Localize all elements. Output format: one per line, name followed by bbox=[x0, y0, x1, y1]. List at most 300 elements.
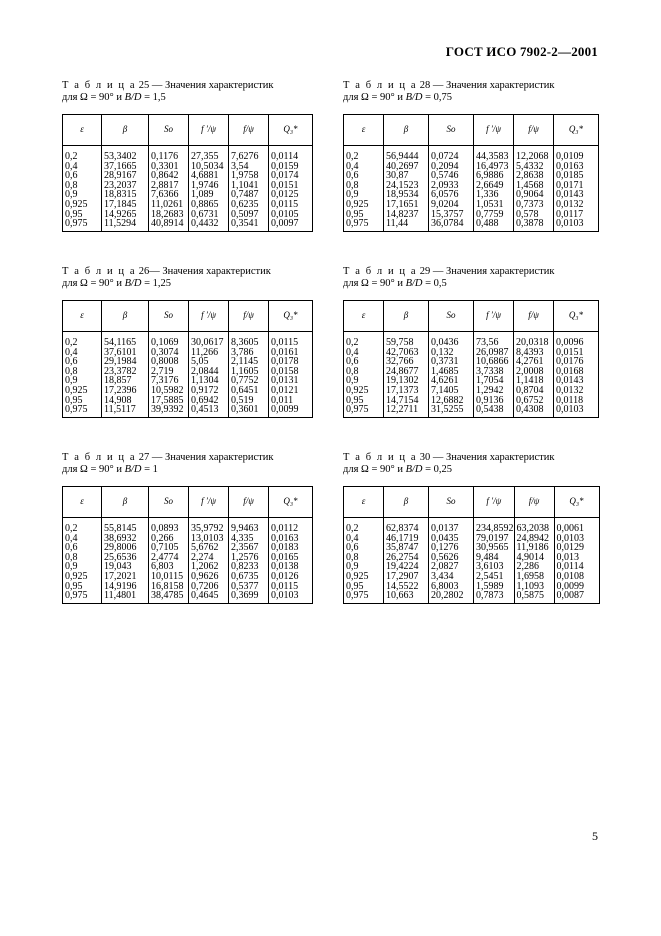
table-cell: 0,0114 bbox=[269, 146, 313, 162]
column-header: So bbox=[149, 487, 189, 518]
table-cell: 0,4 bbox=[63, 534, 102, 544]
table-cell: 0,1176 bbox=[149, 146, 189, 162]
table-cell: 0,925 bbox=[63, 572, 102, 582]
table-cell: 0,2 bbox=[63, 332, 102, 348]
table-cell: 0,0099 bbox=[554, 582, 599, 592]
column-header: f ′/ψ bbox=[474, 115, 514, 146]
table-cell: 0,8233 bbox=[229, 562, 269, 572]
table-cell: 0,0143 bbox=[554, 190, 599, 200]
table-cell: 0,0121 bbox=[269, 386, 313, 396]
table-caption-condition bbox=[62, 278, 313, 290]
table-cell: 0,8008 bbox=[149, 357, 189, 367]
table-cell: 0,0097 bbox=[269, 219, 313, 231]
table-cell: 0,4 bbox=[63, 348, 102, 358]
table-cell: 0,3541 bbox=[229, 219, 269, 231]
table-cell: 1,7054 bbox=[474, 376, 514, 386]
table-cell: 24,8942 bbox=[514, 534, 554, 544]
table-cell: 4,9014 bbox=[514, 553, 554, 563]
table-cell: 0,95 bbox=[344, 396, 384, 406]
table-cell: 11,4801 bbox=[102, 591, 149, 603]
table-cell: 0,132 bbox=[429, 348, 474, 358]
condition-variable: B/D bbox=[124, 278, 142, 289]
table-cell: 0,0174 bbox=[269, 171, 313, 181]
table-cell: 38,4785 bbox=[149, 591, 189, 603]
condition-prefix: для Ω = 90° и bbox=[62, 278, 125, 289]
table-cell: 5,05 bbox=[189, 357, 229, 367]
table-cell: 0,6451 bbox=[229, 386, 269, 396]
table-cell: 2,8817 bbox=[149, 181, 189, 191]
table-cell: 1,2062 bbox=[189, 562, 229, 572]
table-cell: 0,1069 bbox=[149, 332, 189, 348]
table-cell: 17,2907 bbox=[384, 572, 429, 582]
table-caption-title bbox=[343, 452, 600, 464]
table-cell: 26,2754 bbox=[384, 553, 429, 563]
table-cell: 23,2037 bbox=[102, 181, 149, 191]
table-cell: 0,013 bbox=[554, 553, 599, 563]
column-header: f ′/ψ bbox=[474, 301, 514, 332]
table-cell: 0,2094 bbox=[429, 162, 474, 172]
table-cell: 0,0109 bbox=[554, 146, 599, 162]
table-cell: 29,8006 bbox=[102, 543, 149, 553]
column-header: f ′/ψ bbox=[189, 301, 229, 332]
table-cell: 12,6882 bbox=[429, 396, 474, 406]
condition-value: = 1 bbox=[141, 464, 158, 475]
table-cell: 0,0132 bbox=[554, 200, 599, 210]
table-cell: 55,8145 bbox=[102, 518, 149, 534]
table-cell: 0,0151 bbox=[269, 181, 313, 191]
table-cell: 0,0159 bbox=[269, 162, 313, 172]
table-cell: 54,1165 bbox=[102, 332, 149, 348]
table-cell: 0,0105 bbox=[269, 210, 313, 220]
table-cell: 42,7063 bbox=[384, 348, 429, 358]
column-header: β bbox=[102, 115, 149, 146]
table-cell: 5,6762 bbox=[189, 543, 229, 553]
table-cell: 19,1302 bbox=[384, 376, 429, 386]
table-cell: 4,335 bbox=[229, 534, 269, 544]
table-cell: 0,3301 bbox=[149, 162, 189, 172]
data-table bbox=[343, 300, 599, 418]
table-cell: 18,857 bbox=[102, 376, 149, 386]
table-cell: 0,3074 bbox=[149, 348, 189, 358]
table-cell: 73,56 bbox=[474, 332, 514, 348]
table-cell: 0,3601 bbox=[229, 405, 269, 417]
table-cell: 0,6 bbox=[63, 543, 102, 553]
table-cell: 0,0103 bbox=[554, 405, 599, 417]
table-cell: 59,758 bbox=[384, 332, 429, 348]
table-cell: 7,3176 bbox=[149, 376, 189, 386]
table-cell: 2,8638 bbox=[514, 171, 554, 181]
table-caption-condition bbox=[62, 92, 313, 104]
table-row bbox=[344, 591, 600, 603]
table-cell: 0,6735 bbox=[229, 572, 269, 582]
table-cell: 0,0178 bbox=[269, 357, 313, 367]
table-cell: 14,8237 bbox=[384, 210, 429, 220]
table-cell: 2,0827 bbox=[429, 562, 474, 572]
table-cell: 0,011 bbox=[269, 396, 313, 406]
column-header: So bbox=[429, 115, 474, 146]
table-cell: 1,4568 bbox=[514, 181, 554, 191]
table-cell: 10,0115 bbox=[149, 572, 189, 582]
table-cell: 0,6 bbox=[63, 171, 102, 181]
table-cell: 0,0893 bbox=[149, 518, 189, 534]
table-cell: 46,1719 bbox=[384, 534, 429, 544]
table-cell: 26,0987 bbox=[474, 348, 514, 358]
table-header-row bbox=[344, 115, 599, 146]
condition-prefix: для Ω = 90° и bbox=[343, 278, 406, 289]
table-header-row bbox=[344, 301, 599, 332]
table-caption-condition bbox=[343, 464, 600, 476]
table-cell: 0,5377 bbox=[229, 582, 269, 592]
table-word: Т а б л и ц а bbox=[343, 266, 418, 277]
table-cell: 0,0171 bbox=[554, 181, 599, 191]
table-cell: 0,3699 bbox=[229, 591, 269, 603]
table-cell: 0,0103 bbox=[269, 591, 313, 603]
column-header: ε bbox=[63, 487, 102, 518]
table-cell: 0,0126 bbox=[269, 572, 313, 582]
condition-variable: B/D bbox=[405, 278, 423, 289]
table-cell: 3,54 bbox=[229, 162, 269, 172]
table-caption-title bbox=[62, 266, 313, 278]
table-cell: 5,4332 bbox=[514, 162, 554, 172]
table-cell: 2,0844 bbox=[189, 367, 229, 377]
table-cell: 0,4432 bbox=[189, 219, 229, 231]
table-header-row bbox=[344, 487, 600, 518]
table-cell: 0,0099 bbox=[269, 405, 313, 417]
table-cell: 17,1373 bbox=[384, 386, 429, 396]
column-header: Q₃* bbox=[269, 301, 313, 332]
table-cell: 29,1984 bbox=[102, 357, 149, 367]
column-header: ε bbox=[344, 487, 384, 518]
table-cell: 0,7487 bbox=[229, 190, 269, 200]
table-cell: 8,4393 bbox=[514, 348, 554, 358]
column-header: So bbox=[429, 487, 474, 518]
table-cell: 0,5438 bbox=[474, 405, 514, 417]
column-header: f ′/ψ bbox=[189, 487, 229, 518]
table-word: Т а б л и ц а bbox=[343, 452, 418, 463]
table-cell: 0,4 bbox=[344, 534, 384, 544]
table-cell: 14,5522 bbox=[384, 582, 429, 592]
table-title-text: 27 — Значения характеристик bbox=[136, 452, 274, 463]
table-cell: 0,5097 bbox=[229, 210, 269, 220]
table-26-block bbox=[62, 266, 313, 418]
condition-variable: B/D bbox=[124, 464, 142, 475]
column-header: β bbox=[384, 115, 429, 146]
table-cell: 14,9265 bbox=[102, 210, 149, 220]
column-header: f/ψ bbox=[229, 487, 269, 518]
table-cell: 7,1405 bbox=[429, 386, 474, 396]
table-cell: 0,925 bbox=[344, 200, 384, 210]
table-cell: 18,9534 bbox=[384, 190, 429, 200]
table-caption-condition bbox=[62, 464, 313, 476]
table-cell: 35,8747 bbox=[384, 543, 429, 553]
table-cell: 36,0784 bbox=[429, 219, 474, 231]
table-cell: 18,8315 bbox=[102, 190, 149, 200]
table-cell: 0,0114 bbox=[554, 562, 599, 572]
table-cell: 53,3402 bbox=[102, 146, 149, 162]
table-caption-title bbox=[62, 80, 313, 92]
table-cell: 0,2 bbox=[344, 518, 384, 534]
table-cell: 0,5626 bbox=[429, 553, 474, 563]
table-cell: 10,6866 bbox=[474, 357, 514, 367]
table-cell: 0,2 bbox=[344, 332, 384, 348]
table-cell: 12,2068 bbox=[514, 146, 554, 162]
table-cell: 2,0008 bbox=[514, 367, 554, 377]
table-cell: 11,9186 bbox=[514, 543, 554, 553]
table-cell: 24,1523 bbox=[384, 181, 429, 191]
table-cell: 9,9463 bbox=[229, 518, 269, 534]
table-cell: 37,6101 bbox=[102, 348, 149, 358]
table-cell: 0,0117 bbox=[554, 210, 599, 220]
table-cell: 2,274 bbox=[189, 553, 229, 563]
table-cell: 0,1276 bbox=[429, 543, 474, 553]
table-cell: 24,8677 bbox=[384, 367, 429, 377]
column-header: β bbox=[102, 487, 149, 518]
table-cell: 0,975 bbox=[63, 405, 102, 417]
table-cell: 28,9167 bbox=[102, 171, 149, 181]
table-cell: 0,975 bbox=[344, 219, 384, 231]
table-cell: 0,488 bbox=[474, 219, 514, 231]
table-cell: 0,4 bbox=[344, 348, 384, 358]
table-cell: 40,2697 bbox=[384, 162, 429, 172]
table-cell: 13,0103 bbox=[189, 534, 229, 544]
table-cell: 23,3782 bbox=[102, 367, 149, 377]
table-cell: 2,4774 bbox=[149, 553, 189, 563]
table-cell: 0,8 bbox=[63, 367, 102, 377]
table-cell: 17,1651 bbox=[384, 200, 429, 210]
table-cell: 0,0087 bbox=[554, 591, 599, 603]
table-row bbox=[63, 146, 313, 162]
table-cell: 1,1418 bbox=[514, 376, 554, 386]
column-header: Q₃* bbox=[269, 487, 313, 518]
table-cell: 14,9196 bbox=[102, 582, 149, 592]
table-cell: 6,9886 bbox=[474, 171, 514, 181]
table-cell: 0,8 bbox=[63, 553, 102, 563]
table-cell: 0,0185 bbox=[554, 171, 599, 181]
table-cell: 0,95 bbox=[63, 210, 102, 220]
table-cell: 0,4308 bbox=[514, 405, 554, 417]
column-header: f/ψ bbox=[514, 301, 554, 332]
table-cell: 0,4 bbox=[63, 162, 102, 172]
table-cell: 0,8704 bbox=[514, 386, 554, 396]
table-cell: 0,0143 bbox=[554, 376, 599, 386]
table-cell: 0,4513 bbox=[189, 405, 229, 417]
table-cell: 0,0115 bbox=[269, 582, 313, 592]
table-cell: 4,6261 bbox=[429, 376, 474, 386]
table-cell: 0,9064 bbox=[514, 190, 554, 200]
table-cell: 0,0115 bbox=[269, 200, 313, 210]
table-cell: 1,1304 bbox=[189, 376, 229, 386]
table-cell: 0,0125 bbox=[269, 190, 313, 200]
table-cell: 9,484 bbox=[474, 553, 515, 563]
table-cell: 38,6932 bbox=[102, 534, 149, 544]
table-cell: 0,0115 bbox=[269, 332, 313, 348]
table-cell: 0,9626 bbox=[189, 572, 229, 582]
column-header: ε bbox=[63, 115, 102, 146]
table-cell: 8,3605 bbox=[229, 332, 269, 348]
table-cell: 1,4685 bbox=[429, 367, 474, 377]
table-cell: 0,9 bbox=[344, 190, 384, 200]
column-header: f/ψ bbox=[229, 301, 269, 332]
table-cell: 1,6958 bbox=[514, 572, 554, 582]
table-cell: 4,2761 bbox=[514, 357, 554, 367]
table-cell: 14,7154 bbox=[384, 396, 429, 406]
column-header: f ′/ψ bbox=[474, 487, 515, 518]
table-row bbox=[344, 146, 599, 162]
table-cell: 11,0261 bbox=[149, 200, 189, 210]
table-cell: 0,266 bbox=[149, 534, 189, 544]
table-cell: 0,0158 bbox=[269, 367, 313, 377]
table-cell: 30,9565 bbox=[474, 543, 515, 553]
table-cell: 0,0183 bbox=[269, 543, 313, 553]
table-cell: 234,8592 bbox=[474, 518, 515, 534]
table-cell: 0,4645 bbox=[189, 591, 229, 603]
table-cell: 10,5982 bbox=[149, 386, 189, 396]
column-header: Q₃* bbox=[269, 115, 313, 146]
table-cell: 10,663 bbox=[384, 591, 429, 603]
table-cell: 56,9444 bbox=[384, 146, 429, 162]
table-cell: 0,7759 bbox=[474, 210, 514, 220]
table-cell: 3,7338 bbox=[474, 367, 514, 377]
table-caption-title bbox=[343, 266, 599, 278]
table-cell: 32,766 bbox=[384, 357, 429, 367]
data-table bbox=[343, 486, 600, 604]
table-cell: 0,9136 bbox=[474, 396, 514, 406]
table-cell: 0,6731 bbox=[189, 210, 229, 220]
table-cell: 1,2576 bbox=[229, 553, 269, 563]
table-cell: 0,0168 bbox=[554, 367, 599, 377]
table-caption-title bbox=[343, 80, 599, 92]
column-header: Q₃* bbox=[554, 487, 599, 518]
table-cell: 12,2711 bbox=[384, 405, 429, 417]
table-word: Т а б л и ц а bbox=[62, 266, 137, 277]
table-cell: 0,519 bbox=[229, 396, 269, 406]
table-cell: 3,434 bbox=[429, 572, 474, 582]
column-header: β bbox=[102, 301, 149, 332]
table-cell: 7,6276 bbox=[229, 146, 269, 162]
table-row bbox=[63, 219, 313, 231]
condition-prefix: для Ω = 90° и bbox=[62, 464, 125, 475]
table-cell: 0,0132 bbox=[554, 386, 599, 396]
column-header: f/ψ bbox=[229, 115, 269, 146]
table-cell: 2,5451 bbox=[474, 572, 515, 582]
table-28-block bbox=[343, 80, 599, 232]
table-cell: 20,0318 bbox=[514, 332, 554, 348]
table-row bbox=[63, 332, 313, 348]
table-cell: 15,3757 bbox=[429, 210, 474, 220]
table-cell: 0,0161 bbox=[269, 348, 313, 358]
table-cell: 0,0176 bbox=[554, 357, 599, 367]
table-cell: 17,2396 bbox=[102, 386, 149, 396]
table-word: Т а б л и ц а bbox=[62, 80, 137, 91]
table-title-text: 26— Значения характеристик bbox=[136, 266, 271, 277]
table-cell: 1,5989 bbox=[474, 582, 515, 592]
table-cell: 0,925 bbox=[344, 572, 384, 582]
column-header: So bbox=[429, 301, 474, 332]
table-cell: 44,3583 bbox=[474, 146, 514, 162]
column-header: β bbox=[384, 487, 429, 518]
condition-prefix: для Ω = 90° и bbox=[343, 464, 406, 475]
table-cell: 0,95 bbox=[344, 582, 384, 592]
table-cell: 0,0436 bbox=[429, 332, 474, 348]
table-25-block bbox=[62, 80, 313, 232]
table-cell: 62,8374 bbox=[384, 518, 429, 534]
column-header: ε bbox=[344, 115, 384, 146]
table-cell: 1,336 bbox=[474, 190, 514, 200]
table-cell: 1,0531 bbox=[474, 200, 514, 210]
column-header: ε bbox=[344, 301, 384, 332]
table-cell: 2,719 bbox=[149, 367, 189, 377]
table-title-text: 30 — Значения характеристик bbox=[417, 452, 555, 463]
table-30-block bbox=[343, 452, 600, 604]
table-cell: 2,0933 bbox=[429, 181, 474, 191]
table-title-text: 29 — Значения характеристик bbox=[417, 266, 555, 277]
table-cell: 0,0163 bbox=[554, 162, 599, 172]
table-cell: 0,6 bbox=[344, 171, 384, 181]
table-caption-condition bbox=[343, 278, 599, 290]
table-cell: 25,6536 bbox=[102, 553, 149, 563]
table-cell: 2,3567 bbox=[229, 543, 269, 553]
table-cell: 0,0108 bbox=[554, 572, 599, 582]
table-cell: 0,8 bbox=[344, 367, 384, 377]
table-cell: 0,975 bbox=[344, 405, 384, 417]
data-table bbox=[62, 114, 313, 232]
table-cell: 0,925 bbox=[63, 200, 102, 210]
table-header-row bbox=[63, 115, 313, 146]
table-cell: 0,2 bbox=[344, 146, 384, 162]
table-cell: 0,6 bbox=[63, 357, 102, 367]
table-cell: 2,286 bbox=[514, 562, 554, 572]
column-header: ε bbox=[63, 301, 102, 332]
table-cell: 0,8 bbox=[344, 553, 384, 563]
condition-value: = 0,25 bbox=[422, 464, 453, 475]
table-29-block bbox=[343, 266, 599, 418]
table-cell: 0,6 bbox=[344, 543, 384, 553]
table-cell: 0,0165 bbox=[269, 553, 313, 563]
table-row bbox=[344, 219, 599, 231]
column-header: f/ψ bbox=[514, 115, 554, 146]
table-cell: 0,2 bbox=[63, 146, 102, 162]
table-cell: 1,089 bbox=[189, 190, 229, 200]
table-cell: 0,9 bbox=[344, 376, 384, 386]
table-cell: 0,925 bbox=[344, 386, 384, 396]
table-cell: 3,786 bbox=[229, 348, 269, 358]
table-cell: 0,9 bbox=[63, 376, 102, 386]
table-cell: 0,578 bbox=[514, 210, 554, 220]
column-header: β bbox=[384, 301, 429, 332]
data-table bbox=[62, 486, 313, 604]
table-header-row bbox=[63, 487, 313, 518]
condition-prefix: для Ω = 90° и bbox=[62, 92, 125, 103]
table-cell: 19,4224 bbox=[384, 562, 429, 572]
table-cell: 0,8 bbox=[63, 181, 102, 191]
table-cell: 0,0103 bbox=[554, 534, 599, 544]
table-cell: 0,975 bbox=[63, 591, 102, 603]
table-caption-condition bbox=[343, 92, 599, 104]
table-cell: 17,1845 bbox=[102, 200, 149, 210]
table-cell: 4,6881 bbox=[189, 171, 229, 181]
table-cell: 1,1093 bbox=[514, 582, 554, 592]
data-table bbox=[62, 300, 313, 418]
table-cell: 1,1605 bbox=[229, 367, 269, 377]
table-cell: 0,3731 bbox=[429, 357, 474, 367]
table-cell: 0,7752 bbox=[229, 376, 269, 386]
table-cell: 1,9746 bbox=[189, 181, 229, 191]
table-cell: 2,1145 bbox=[229, 357, 269, 367]
table-cell: 17,2021 bbox=[102, 572, 149, 582]
table-cell: 16,4973 bbox=[474, 162, 514, 172]
table-cell: 0,0435 bbox=[429, 534, 474, 544]
table-cell: 10,5034 bbox=[189, 162, 229, 172]
